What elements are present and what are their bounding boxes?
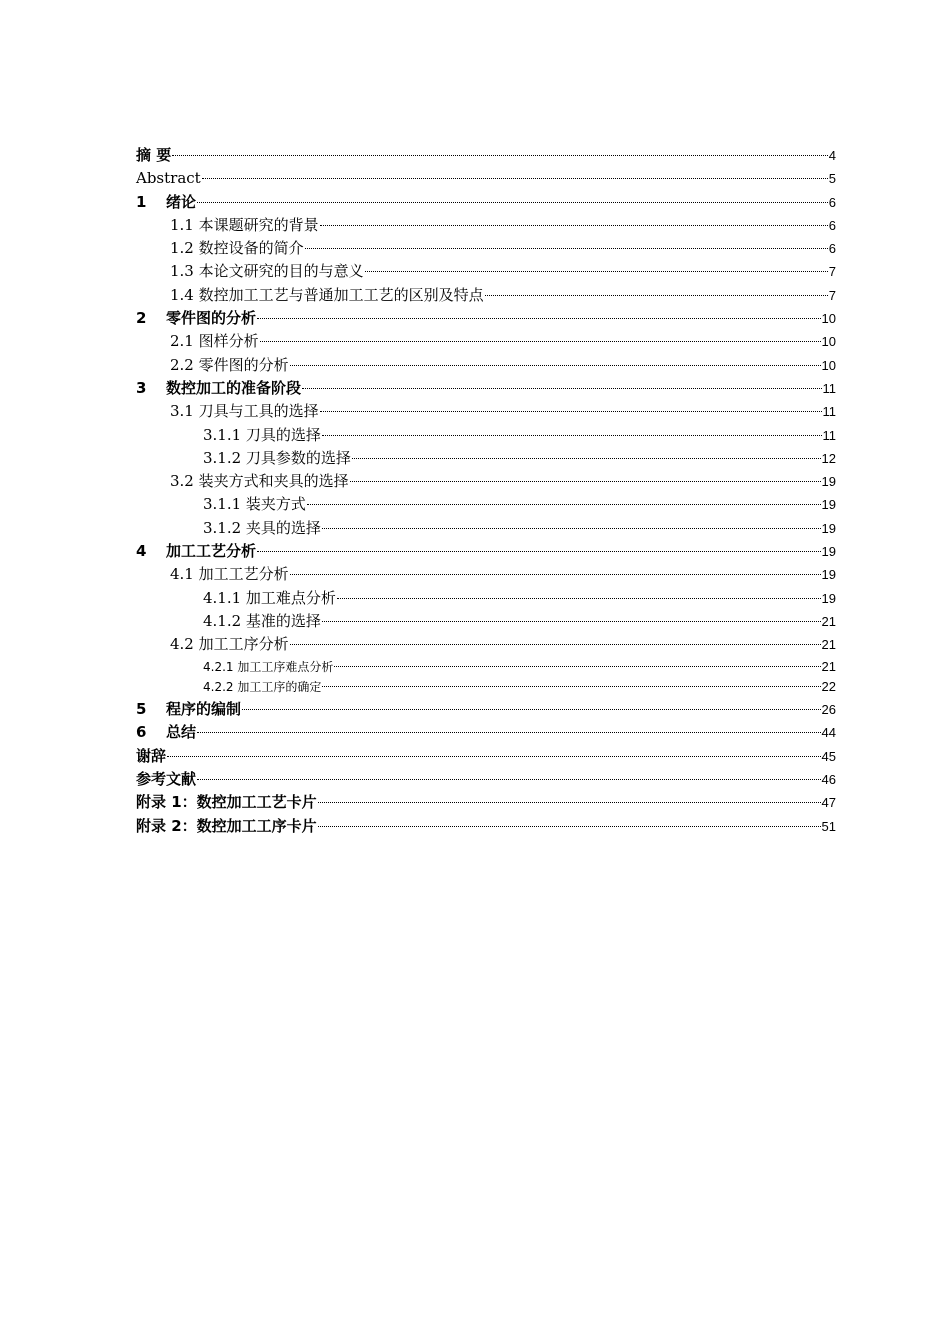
toc-entry[interactable]	[136, 610, 836, 633]
toc-entry[interactable]	[136, 721, 836, 744]
dot-leader	[197, 779, 821, 780]
dot-leader	[197, 202, 828, 203]
toc-entry[interactable]	[136, 260, 836, 283]
dot-leader	[305, 248, 828, 249]
toc-entry-page: 19	[821, 544, 836, 560]
toc-entry-page: 11	[822, 427, 836, 443]
toc-entry-page: 7	[828, 264, 836, 280]
dot-leader	[202, 178, 828, 179]
toc-entry-page: 19	[821, 590, 836, 606]
toc-entry-title: 加工工艺分析	[166, 542, 257, 561]
toc-entry-title: 4.2.2 加工工序的确定	[203, 680, 322, 695]
toc-entry-number: 6	[136, 723, 147, 742]
dot-leader	[334, 666, 820, 667]
toc-entry[interactable]	[136, 517, 836, 540]
toc-entry-page: 19	[821, 567, 836, 583]
toc-entry-page: 6	[828, 241, 836, 257]
toc-entry-title: 附录 2：数控加工工序卡片	[136, 816, 317, 835]
dot-leader	[260, 341, 821, 342]
toc-entry[interactable]	[136, 400, 836, 423]
dot-leader	[307, 504, 821, 505]
toc-entry-title: 绪论	[166, 192, 197, 211]
toc-entry-page: 6	[828, 194, 836, 210]
toc-entry-title: 程序的编制	[166, 700, 242, 719]
table-of-contents	[136, 144, 836, 838]
toc-entry-page: 21	[821, 613, 836, 629]
dot-leader	[337, 598, 821, 599]
toc-entry[interactable]	[136, 447, 836, 470]
toc-entry-title: 1.1 本课题研究的背景	[170, 215, 319, 234]
toc-entry[interactable]	[136, 237, 836, 260]
toc-entry[interactable]	[136, 493, 836, 516]
toc-entry-page: 10	[821, 334, 836, 350]
toc-entry-page: 47	[821, 795, 836, 811]
toc-entry[interactable]	[136, 377, 836, 400]
dot-leader	[365, 271, 828, 272]
toc-entry[interactable]	[136, 677, 836, 698]
dot-leader	[257, 551, 821, 552]
toc-entry-title: 2.1 图样分析	[170, 332, 259, 351]
toc-entry-title: 4.2 加工工序分析	[170, 635, 289, 654]
toc-entry-title: 3.2 装夹方式和夹具的选择	[170, 472, 349, 491]
toc-entry[interactable]	[136, 540, 836, 563]
toc-entry[interactable]	[136, 698, 836, 721]
toc-entry-title: 4.2.1 加工工序难点分析	[203, 659, 334, 674]
dot-leader	[318, 802, 821, 803]
toc-entry-page: 7	[828, 287, 836, 303]
toc-entry-page: 44	[821, 725, 836, 741]
toc-entry-page: 10	[821, 311, 836, 327]
toc-entry-page: 19	[821, 520, 836, 536]
toc-entry-title: 附录 1：数控加工工艺卡片	[136, 793, 317, 812]
toc-entry-number: 3	[136, 378, 147, 397]
dot-leader	[290, 574, 821, 575]
toc-entry-number: 1	[136, 192, 147, 211]
toc-entry[interactable]	[136, 307, 836, 330]
dot-leader	[352, 458, 821, 459]
toc-entry-title: 3.1 刀具与工具的选择	[170, 402, 319, 421]
toc-entry-title: 2.2 零件图的分析	[170, 355, 289, 374]
toc-entry-title: 3.1.1 装夹方式	[203, 495, 306, 514]
toc-entry-title: Abstract	[136, 169, 201, 188]
dot-leader	[257, 318, 821, 319]
toc-entry-title: 1.3 本论文研究的目的与意义	[170, 262, 364, 281]
toc-entry-number: 5	[136, 700, 147, 719]
toc-entry-title: 4.1.1 加工难点分析	[203, 588, 336, 607]
dot-leader	[318, 826, 821, 827]
toc-entry-title: 4.1.2 基准的选择	[203, 611, 321, 630]
toc-entry-number: 2	[136, 309, 147, 328]
toc-entry[interactable]	[136, 563, 836, 586]
dot-leader	[350, 481, 821, 482]
dot-leader	[290, 644, 821, 645]
dot-leader	[322, 435, 822, 436]
dot-leader	[322, 528, 821, 529]
toc-entry-page: 5	[828, 171, 836, 187]
dot-leader	[290, 365, 821, 366]
toc-entry[interactable]	[136, 191, 836, 214]
toc-entry-page: 45	[821, 748, 836, 764]
dot-leader	[242, 709, 821, 710]
toc-entry[interactable]	[136, 587, 836, 610]
dot-leader	[322, 621, 821, 622]
toc-entry[interactable]	[136, 815, 836, 838]
toc-entry-page: 11	[822, 404, 836, 420]
dot-leader	[172, 155, 828, 156]
toc-entry-page: 4	[828, 148, 836, 163]
toc-entry-page: 12	[821, 450, 836, 466]
dot-leader	[167, 756, 821, 757]
dot-leader	[320, 411, 822, 412]
toc-entry[interactable]	[136, 424, 836, 447]
toc-entry-title: 数控加工的准备阶段	[166, 378, 302, 397]
toc-entry[interactable]	[136, 633, 836, 656]
toc-entry-page: 6	[828, 217, 836, 233]
toc-entry[interactable]	[136, 167, 836, 190]
toc-entry-page: 22	[821, 679, 836, 695]
toc-entry-page: 51	[821, 818, 836, 834]
toc-entry-page: 10	[821, 357, 836, 373]
toc-entry[interactable]	[136, 745, 836, 768]
toc-entry-title: 零件图的分析	[166, 309, 257, 328]
toc-entry-page: 26	[821, 702, 836, 718]
toc-entry-title: 3.1.1 刀具的选择	[203, 425, 321, 444]
dot-leader	[485, 295, 828, 296]
toc-entry-title: 参考文献	[136, 770, 197, 789]
toc-entry[interactable]	[136, 768, 836, 791]
dot-leader	[197, 732, 821, 733]
toc-entry-title: 1.2 数控设备的简介	[170, 239, 304, 258]
toc-entry-page: 19	[821, 474, 836, 490]
toc-entry-title: 总结	[166, 723, 197, 742]
toc-entry-title: 3.1.2 刀具参数的选择	[203, 448, 351, 467]
toc-entry[interactable]	[136, 470, 836, 493]
toc-entry[interactable]	[136, 214, 836, 237]
toc-entry[interactable]	[136, 330, 836, 353]
dot-leader	[320, 225, 828, 226]
toc-entry-page: 46	[821, 772, 836, 788]
toc-entry-title: 3.1.2 夹具的选择	[203, 518, 321, 537]
toc-entry-title: 4.1 加工工艺分析	[170, 565, 289, 584]
toc-entry[interactable]	[136, 657, 836, 678]
toc-entry[interactable]	[136, 284, 836, 307]
dot-leader	[322, 686, 820, 687]
toc-entry-page: 21	[821, 637, 836, 653]
toc-entry-title: 1.4 数控加工工艺与普通加工工艺的区别及特点	[170, 285, 484, 304]
toc-entry-title: 摘 要	[136, 146, 172, 164]
toc-entry-number: 4	[136, 542, 147, 561]
toc-entry-page: 21	[821, 658, 836, 674]
toc-entry[interactable]	[136, 354, 836, 377]
toc-entry[interactable]	[136, 144, 836, 167]
dot-leader	[302, 388, 821, 389]
toc-entry-title: 谢辞	[136, 746, 167, 765]
toc-entry[interactable]	[136, 791, 836, 814]
toc-entry-page: 11	[822, 380, 836, 396]
toc-entry-page: 19	[821, 497, 836, 513]
